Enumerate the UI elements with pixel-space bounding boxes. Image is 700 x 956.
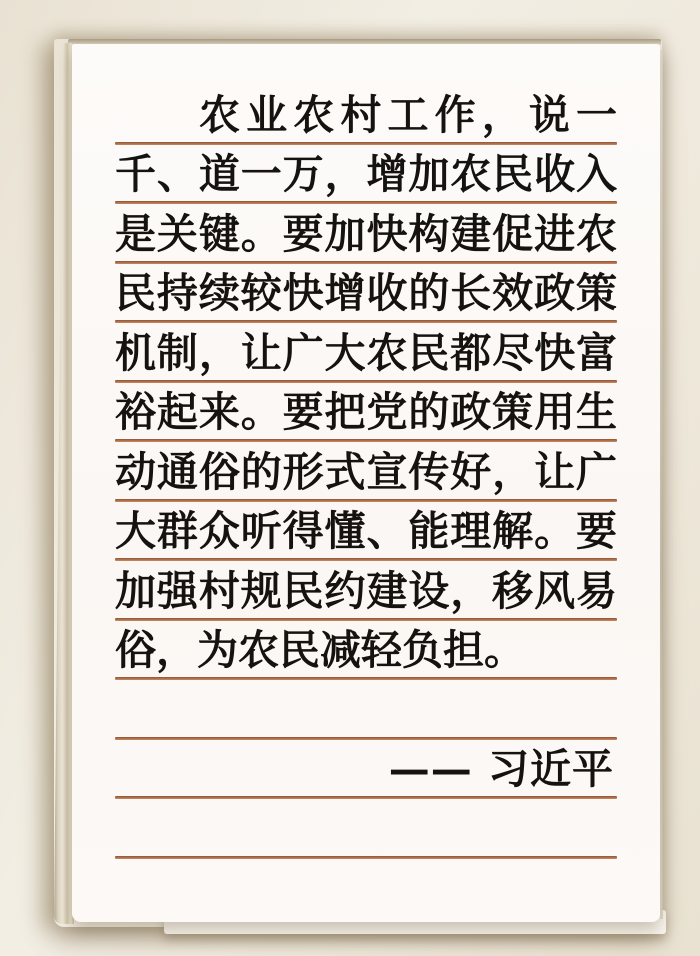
- quote-line-4: 民持续较快增收的长效政策: [115, 269, 617, 317]
- paper-edge-right: [660, 50, 663, 919]
- quote-line-3: 是关键。要加快构建促进农: [115, 210, 617, 258]
- attribution: —— 习近平: [388, 745, 614, 793]
- notepad: [54, 39, 662, 927]
- quote-line-10: 俗，为农民减轻负担。: [115, 626, 525, 674]
- quote-line-5: 机制，让广大农民都尽快富: [115, 329, 617, 377]
- quote-line-6: 裕起来。要把党的政策用生: [115, 388, 617, 436]
- quote-line-2: 千、道一万，增加农民收入: [115, 150, 617, 198]
- quote-line-8: 大群众听得懂、能理解。要: [115, 507, 617, 555]
- paper-stack-edge-left: [54, 43, 74, 924]
- ruled-line: [115, 737, 617, 740]
- quote-line-9: 加强村规民约建设，移风易: [115, 567, 617, 615]
- quote-line-1: 农业农村工作，说一: [199, 91, 617, 139]
- notepad-page: [72, 44, 660, 922]
- ruled-line: [115, 856, 617, 859]
- quote-line-7: 动通俗的形式宣传好，让广: [115, 448, 617, 496]
